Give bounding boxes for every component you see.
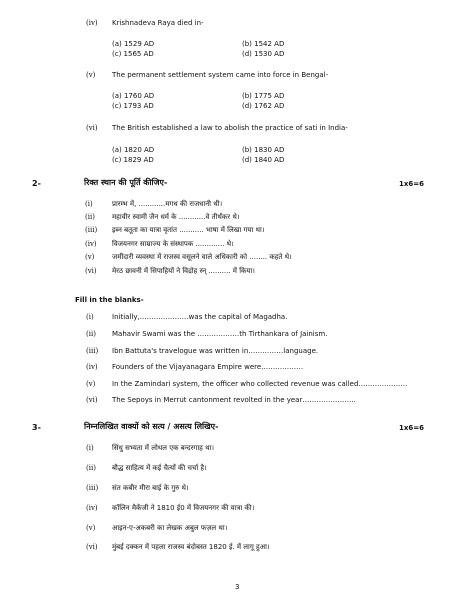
item-number: (iii) — [86, 484, 99, 492]
mcq-option: (d) 1530 AD — [242, 50, 285, 58]
fill-blank-item: इब्न बतूता का यात्रा वृतांत ........... भाषा में लिखा गया था। — [112, 226, 265, 234]
mcq-option: (d) 1840 AD — [242, 156, 285, 164]
mcq-number: (iv) — [86, 19, 98, 27]
item-number: (iv) — [86, 363, 98, 371]
item-number: (ii) — [86, 464, 96, 472]
item-number: (iv) — [86, 504, 98, 512]
item-number: (i) — [86, 444, 94, 452]
fill-blank-item: Founders of the Vijayanagara Empire were……………… — [112, 363, 304, 371]
item-number: (i) — [85, 200, 93, 208]
fill-blank-item: Ibn Battuta's travelogue was written in……………language. — [112, 347, 319, 355]
fill-blank-item: महावीर स्वामी जैन धर्म के ............वे तीर्थंकर थे। — [112, 213, 240, 221]
fill-blank-item: मेरठ छावनी में सिपाहियों ने विद्रोह स्न् .......... में किया। — [112, 267, 255, 275]
fill-blank-item: प्रारम्भ में, ............मगध की राजधानी थी। — [112, 200, 223, 208]
true-false-item: सिंधु सभ्यता में लोथल एक बन्दरगाह था। — [112, 444, 215, 452]
mcq-option: (c) 1829 AD — [112, 156, 154, 164]
mcq-question: The British established a law to abolish the practice of sati in India- — [112, 124, 348, 132]
item-number: (v) — [86, 524, 96, 532]
true-false-item: कॉलिन मैकेंजी ने 1810 ई0 में विजयनगर की यात्रा की। — [112, 504, 255, 512]
fill-blank-item: जमींदारी व्यवस्था में राजस्व वसूलने वाले अधिकारी को ........ कहते थे। — [112, 253, 292, 261]
item-number: (v) — [85, 253, 95, 261]
mcq-question: Krishnadeva Raya died in- — [112, 19, 204, 27]
item-number: (iii) — [85, 226, 98, 234]
mcq-number: (vi) — [86, 124, 98, 132]
fill-blank-item: The Sepoys in Merrut cantonment revolted in the year………………….. — [112, 396, 356, 404]
section-number: 3- — [32, 423, 41, 432]
mcq-option: (a) 1529 AD — [112, 40, 155, 48]
fill-blank-item: Mahavir Swami was the ………………th Tirthankara of Jainism. — [112, 330, 328, 338]
true-false-item: आइन-ए-अकबरी का लेखक अबुल फज़ल था। — [112, 524, 228, 532]
mcq-question: The permanent settlement system came into force in Bengal- — [112, 71, 329, 79]
section-title: रिक्त स्थान की पूर्ति कीजिए- — [84, 178, 168, 187]
mcq-option: (c) 1565 AD — [112, 50, 154, 58]
fill-blank-item: Initially,…………………was the capital of Magadha. — [112, 313, 288, 321]
mcq-option: (b) 1830 AD — [242, 146, 285, 154]
fill-blank-item: In the Zamindari system, the officer who collected revenue was called………………… — [112, 380, 408, 388]
true-false-item: संत कबीर मीरा बाई के गुरु थे। — [112, 484, 189, 492]
item-number: (iii) — [86, 347, 99, 355]
item-number: (vi) — [86, 543, 98, 551]
page-number: 3 — [235, 583, 240, 591]
item-number: (v) — [86, 380, 96, 388]
item-number: (vi) — [86, 396, 98, 404]
section-marks: 1x6=6 — [399, 180, 424, 188]
true-false-item: मुंबई दक्कन में पहला राजस्व बंदोबस्त 1820 ई. में लागू हुआ। — [112, 543, 270, 551]
item-number: (ii) — [86, 330, 96, 338]
section-title: निम्नलिखित वाक्यों को सत्य / असत्य लिखिए- — [84, 422, 219, 431]
mcq-option: (a) 1760 AD — [112, 92, 155, 100]
mcq-option: (b) 1775 AD — [242, 92, 285, 100]
item-number: (i) — [86, 313, 94, 321]
true-false-item: बौद्ध साहित्य में कई चैत्यों की चर्चा है। — [112, 464, 207, 472]
section-number: 2- — [32, 179, 41, 188]
item-number: (iv) — [85, 240, 97, 248]
mcq-option: (c) 1793 AD — [112, 102, 154, 110]
mcq-number: (v) — [86, 71, 96, 79]
item-number: (ii) — [85, 213, 95, 221]
item-number: (vi) — [85, 267, 97, 275]
mcq-option: (b) 1542 AD — [242, 40, 285, 48]
mcq-option: (d) 1762 AD — [242, 102, 285, 110]
english-heading: Fill in the blanks- — [75, 296, 144, 304]
fill-blank-item: विजयनगर साम्राज्य के संस्थापक ............. थे। — [112, 240, 234, 248]
mcq-option: (a) 1820 AD — [112, 146, 155, 154]
section-marks: 1x6=6 — [399, 424, 424, 432]
